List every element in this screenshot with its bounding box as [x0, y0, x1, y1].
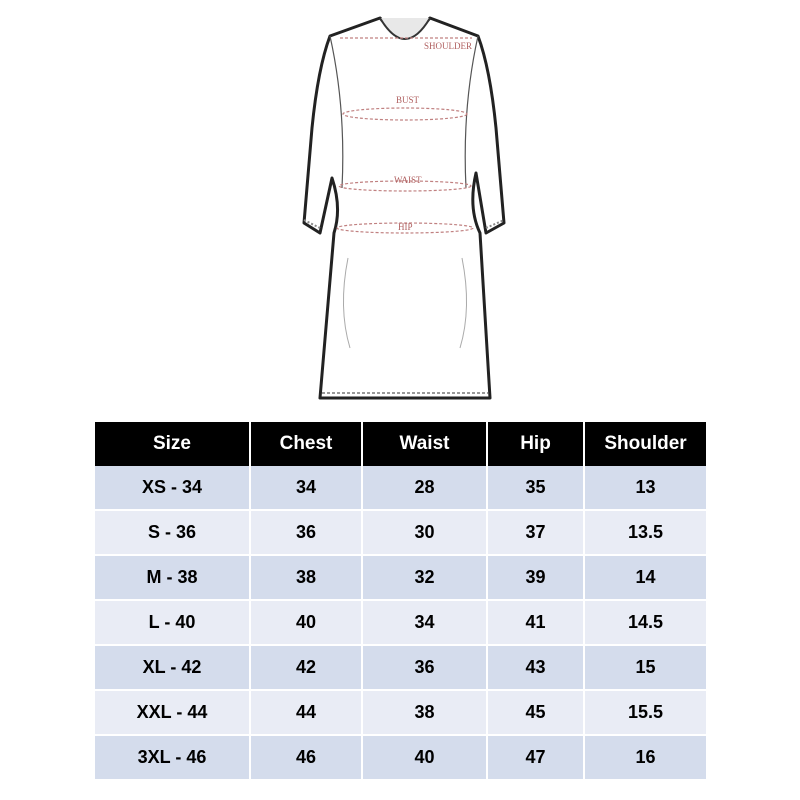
- shoulder-label: SHOULDER: [424, 41, 473, 51]
- cell-waist: 34: [362, 600, 487, 645]
- table-row: [95, 466, 706, 510]
- cell-hip: 43: [487, 645, 584, 690]
- table-row: [95, 600, 706, 645]
- hip-label: HIP: [398, 222, 413, 232]
- cell-size: 3XL - 46: [95, 735, 250, 780]
- table-header-row: [95, 422, 706, 466]
- cell-shoulder: 13: [584, 466, 706, 510]
- cell-waist: 38: [362, 690, 487, 735]
- cell-size: S - 36: [95, 510, 250, 555]
- cell-shoulder: 14.5: [584, 600, 706, 645]
- cell-hip: 39: [487, 555, 584, 600]
- cell-chest: 38: [250, 555, 362, 600]
- cell-waist: 28: [362, 466, 487, 510]
- cell-waist: 36: [362, 645, 487, 690]
- table-row: [95, 555, 706, 600]
- cell-waist: 40: [362, 735, 487, 780]
- size-chart-table: [95, 422, 706, 781]
- cell-shoulder: 15.5: [584, 690, 706, 735]
- cell-shoulder: 13.5: [584, 510, 706, 555]
- cell-size: XS - 34: [95, 466, 250, 510]
- table-row: [95, 510, 706, 555]
- cell-waist: 32: [362, 555, 487, 600]
- cell-chest: 46: [250, 735, 362, 780]
- dress-illustration: [290, 8, 520, 403]
- cell-chest: 44: [250, 690, 362, 735]
- header-hip: Hip: [487, 422, 584, 466]
- cell-hip: 41: [487, 600, 584, 645]
- cell-shoulder: 16: [584, 735, 706, 780]
- dress-diagram: [290, 8, 520, 403]
- header-shoulder: Shoulder: [584, 422, 706, 466]
- cell-chest: 40: [250, 600, 362, 645]
- cell-hip: 45: [487, 690, 584, 735]
- table-row: [95, 690, 706, 735]
- header-chest: Chest: [250, 422, 362, 466]
- cell-chest: 34: [250, 466, 362, 510]
- cell-shoulder: 15: [584, 645, 706, 690]
- cell-shoulder: 14: [584, 555, 706, 600]
- cell-hip: 37: [487, 510, 584, 555]
- waist-label: WAIST: [394, 175, 422, 185]
- cell-size: XXL - 44: [95, 690, 250, 735]
- table-row: [95, 735, 706, 780]
- cell-size: M - 38: [95, 555, 250, 600]
- cell-hip: 35: [487, 466, 584, 510]
- cell-size: XL - 42: [95, 645, 250, 690]
- cell-chest: 36: [250, 510, 362, 555]
- cell-waist: 30: [362, 510, 487, 555]
- cell-chest: 42: [250, 645, 362, 690]
- header-waist: Waist: [362, 422, 487, 466]
- bust-label: BUST: [396, 95, 420, 105]
- header-size: Size: [95, 422, 250, 466]
- table-row: [95, 645, 706, 690]
- cell-hip: 47: [487, 735, 584, 780]
- cell-size: L - 40: [95, 600, 250, 645]
